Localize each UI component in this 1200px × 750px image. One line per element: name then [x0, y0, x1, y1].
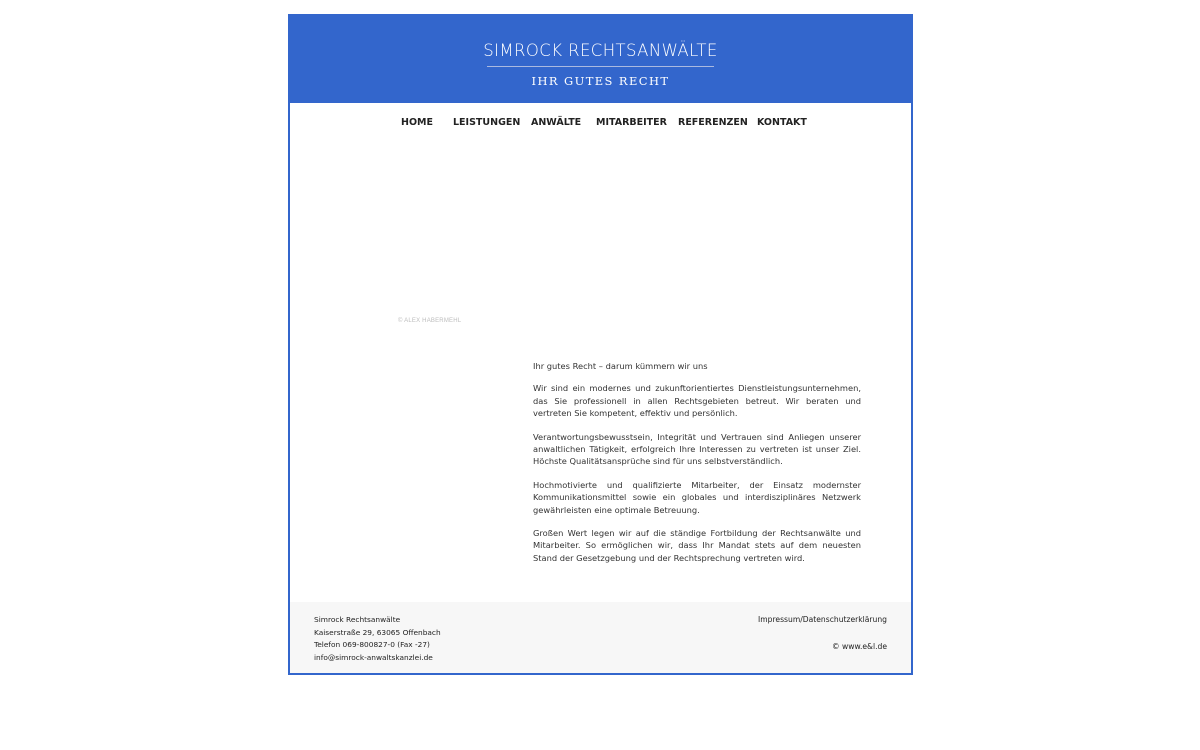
- site-header: [288, 14, 913, 103]
- content-paragraph: Hochmotivierte und qualifizierte Mitarbeiter, der Einsatz modernster Kommunikationsmittel sowie ein globales und interdisziplinäres Netzwerk gewährleisten eine optimale Betreuung.: [533, 479, 861, 515]
- nav-item-kontakt[interactable]: KONTAKT: [757, 117, 807, 128]
- nav-item-leistungen[interactable]: LEISTUNGEN: [453, 117, 521, 128]
- nav-item-home[interactable]: HOME: [401, 117, 433, 128]
- site-tagline: IHR GUTES RECHT: [531, 74, 670, 88]
- site-footer: [290, 602, 911, 673]
- nav-item-mitarbeiter[interactable]: MITARBEITER: [596, 117, 667, 128]
- footer-phone: Telefon 069-800827-0 (Fax -27): [314, 640, 430, 650]
- content-paragraph: Verantwortungsbewusstsein, Integrität und Vertrauen sind Anliegen unserer anwaltlichen Tätigkeit, erfolgreich Ihre Interessen zu vertreten ist unser Ziel. Höchste Qualitätsansprüche sind für uns selbstverständlich.: [533, 431, 861, 467]
- site-brand[interactable]: SIMROCK RECHTSANWÄLTE: [483, 41, 718, 60]
- nav-item-referenzen[interactable]: REFERENZEN: [678, 117, 748, 128]
- impressum-link[interactable]: Impressum/Datenschutzerklärung: [758, 615, 887, 624]
- content-paragraph: Wir sind ein modernes und zukunftorientiertes Dienstleistungsunternehmen, das Sie professionell in allen Rechtsgebieten betreut. Wir beraten und vertreten Sie kompetent, effektiv und persönlich.: [533, 383, 861, 419]
- content-intro: Ihr gutes Recht – darum kümmern wir uns: [533, 361, 708, 371]
- footer-company: Simrock Rechtsanwälte: [314, 615, 401, 624]
- footer-email-link[interactable]: info@simrock-anwaltskanzlei.de: [314, 653, 433, 663]
- main-content: [533, 360, 861, 575]
- brand-divider: [487, 66, 714, 67]
- footer-address: Kaiserstraße 29, 63065 Offenbach: [314, 627, 441, 637]
- nav-item-anwaelte[interactable]: ANWÄLTE: [531, 117, 582, 128]
- photo-credit: © ALEX HABERMEHL: [398, 318, 462, 324]
- footer-credit-link[interactable]: © www.e&l.de: [832, 642, 887, 651]
- main-nav: [290, 117, 911, 137]
- page-frame: [288, 14, 913, 675]
- content-paragraph: Großen Wert legen wir auf die ständige Fortbildung der Rechtsanwälte und Mitarbeiter. So ermöglichen wir, dass Ihr Mandat stets auf dem neuesten Stand der Gesetzgebung und der Rechtsprechung vertreten wird.: [533, 528, 861, 563]
- footer-contact: [314, 614, 441, 665]
